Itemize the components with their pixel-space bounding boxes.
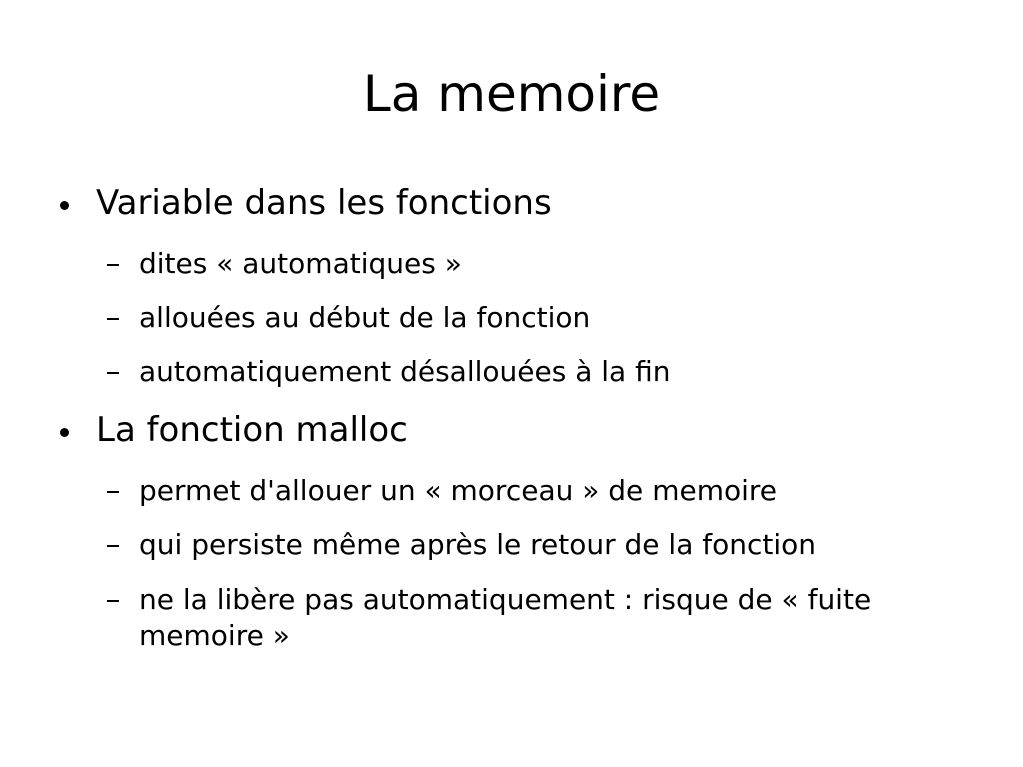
dash-bullet-icon: [107, 600, 119, 602]
dash-bullet-icon: [107, 545, 119, 547]
slide-title: La memoire: [362, 65, 661, 123]
bullet-heading: Variable dans les fonctions: [96, 183, 552, 223]
sub-bullet-text: allouées au début de la fonction: [139, 301, 591, 334]
sub-bullet-text: qui persiste même après le retour de la fonction: [139, 528, 817, 561]
sub-bullet-text: automatiquement désallouées à la fin: [139, 355, 671, 388]
bullet-heading: La fonction malloc: [96, 410, 408, 450]
bullet-dot-icon: [60, 428, 69, 437]
dash-bullet-icon: [107, 372, 119, 374]
dash-bullet-icon: [107, 491, 119, 493]
dash-bullet-icon: [107, 264, 119, 266]
sub-bullet-text: ne la libère pas automatiquement : risque de « fuite memoire »: [139, 583, 872, 652]
sub-bullet-text: permet d'allouer un « morceau » de memoire: [139, 474, 777, 507]
bullet-dot-icon: [60, 201, 69, 210]
sub-bullet-text: dites « automatiques »: [139, 247, 462, 280]
dash-bullet-icon: [107, 318, 119, 320]
